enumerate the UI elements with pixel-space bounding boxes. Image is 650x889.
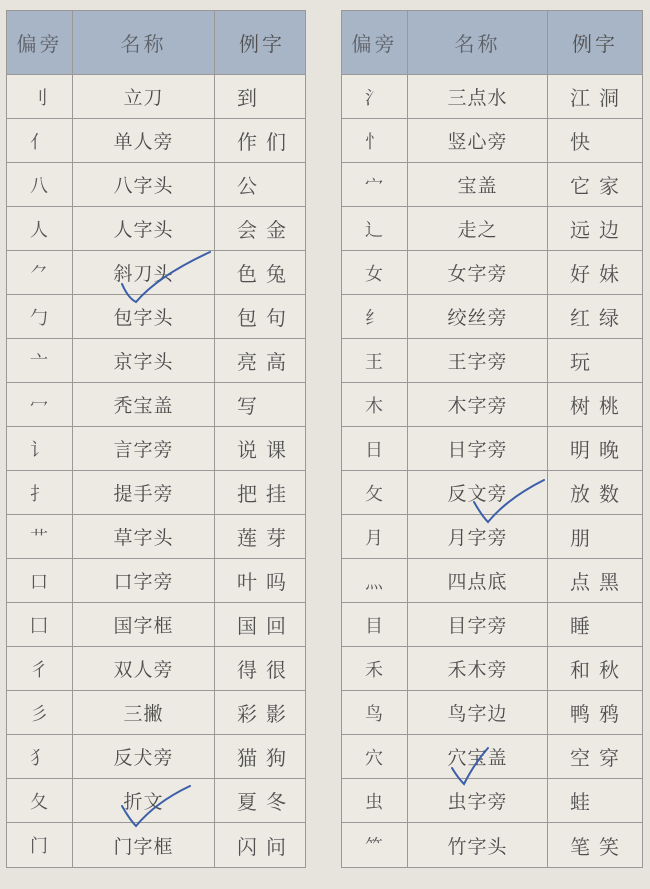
table-row — [342, 647, 642, 691]
name-cell: 木字旁 — [408, 383, 548, 426]
name-cell: 京字头 — [73, 339, 215, 382]
table-row — [7, 75, 305, 119]
name-cell: 虫字旁 — [408, 779, 548, 822]
radical-cell: 忄 — [342, 119, 408, 162]
table-row — [342, 295, 642, 339]
examples-cell: 夏冬 — [237, 790, 295, 814]
name-cell: 提手旁 — [73, 471, 215, 514]
radical-cell: 勹 — [7, 295, 73, 338]
examples-cell: 作们 — [237, 130, 295, 154]
radical-cell: 月 — [342, 515, 408, 558]
examples-cell: 玩 — [570, 350, 599, 374]
table-row — [342, 735, 642, 779]
examples-cell: 公 — [237, 174, 266, 198]
name-cell: 目字旁 — [408, 603, 548, 646]
table-row — [7, 207, 305, 251]
examples-cell: 笔笑 — [570, 834, 628, 859]
name-cell: 门字框 — [73, 823, 215, 867]
table-row — [7, 559, 305, 603]
examples-cell: 放数 — [570, 482, 628, 506]
radical-cell: 目 — [342, 603, 408, 646]
examples-cell: 国回 — [237, 614, 295, 638]
header-name: 名称 — [73, 11, 215, 74]
radical-cell: 冖 — [7, 383, 73, 426]
examples-cell: 包句 — [237, 306, 295, 330]
header-examples: 例字 — [572, 32, 618, 56]
examples-cell: 说课 — [237, 438, 295, 462]
radical-cell: 亠 — [7, 339, 73, 382]
examples-cell: 和秋 — [570, 658, 628, 682]
radical-cell: 宀 — [342, 163, 408, 206]
table-row — [7, 691, 305, 735]
examples-cell: 叶吗 — [237, 570, 295, 594]
radical-table-left — [6, 10, 306, 868]
name-cell: 双人旁 — [73, 647, 215, 690]
header-examples: 例字 — [239, 32, 285, 56]
table-row — [342, 163, 642, 207]
radical-cell: 木 — [342, 383, 408, 426]
examples-cell: 明晚 — [570, 438, 628, 462]
table-row — [7, 603, 305, 647]
examples-cell: 会金 — [237, 218, 295, 242]
examples-cell: 鸭鸦 — [570, 702, 628, 726]
radical-cell: 女 — [342, 251, 408, 294]
radical-cell: 夂 — [7, 779, 73, 822]
name-cell: 穴宝盖 — [408, 735, 548, 778]
table-row — [7, 735, 305, 779]
examples-cell: 点黑 — [570, 570, 628, 594]
examples-cell: 红绿 — [570, 306, 628, 330]
name-cell: 竖心旁 — [408, 119, 548, 162]
radical-cell: 人 — [7, 207, 73, 250]
name-cell: 立刀 — [73, 75, 215, 118]
radical-cell: 攵 — [342, 471, 408, 514]
examples-cell: 闪问 — [237, 834, 295, 859]
examples-cell: 色兔 — [237, 262, 295, 286]
name-cell: 三撇 — [73, 691, 215, 734]
examples-cell: 树桃 — [570, 394, 628, 418]
table-row — [342, 383, 642, 427]
radical-cell: 虫 — [342, 779, 408, 822]
name-cell: 秃宝盖 — [73, 383, 215, 426]
table-row — [342, 339, 642, 383]
radical-cell: 氵 — [342, 75, 408, 118]
radical-cell: 艹 — [7, 515, 73, 558]
table-row — [7, 339, 305, 383]
examples-cell: 好妹 — [570, 262, 628, 286]
table-header — [7, 11, 305, 75]
examples-cell: 江洞 — [570, 86, 628, 110]
table-row — [7, 163, 305, 207]
radical-cell: 刂 — [7, 75, 73, 118]
radical-cell: 王 — [342, 339, 408, 382]
name-cell: 言字旁 — [73, 427, 215, 470]
table-row — [342, 779, 642, 823]
radical-cell: 穴 — [342, 735, 408, 778]
name-cell: 折文 — [73, 779, 215, 822]
table-row — [7, 427, 305, 471]
name-cell: 八字头 — [73, 163, 215, 206]
table-row — [7, 779, 305, 823]
table-row — [7, 119, 305, 163]
name-cell: 反文旁 — [408, 471, 548, 514]
radical-cell: 门 — [7, 823, 73, 867]
examples-cell: 亮高 — [237, 350, 295, 374]
examples-cell: 蛙 — [570, 790, 599, 814]
radical-cell: 彳 — [7, 647, 73, 690]
radical-cell: 囗 — [7, 603, 73, 646]
radical-cell: 亻 — [7, 119, 73, 162]
radical-table-right — [341, 10, 643, 868]
examples-cell: 朋 — [570, 526, 599, 550]
table-row — [7, 647, 305, 691]
name-cell: 鸟字边 — [408, 691, 548, 734]
name-cell: 口字旁 — [73, 559, 215, 602]
radical-cell: 鸟 — [342, 691, 408, 734]
radical-cell: 日 — [342, 427, 408, 470]
name-cell: 竹字头 — [408, 823, 548, 867]
header-name: 名称 — [408, 11, 548, 74]
table-row — [7, 295, 305, 339]
examples-cell: 得很 — [237, 658, 295, 682]
table-row — [7, 823, 305, 867]
radical-cell: ⺈ — [7, 251, 73, 294]
radical-cell: 讠 — [7, 427, 73, 470]
examples-cell: 它家 — [570, 174, 628, 198]
table-row — [342, 559, 642, 603]
radical-cell: 犭 — [7, 735, 73, 778]
name-cell: 月字旁 — [408, 515, 548, 558]
examples-cell: 睡 — [570, 614, 599, 638]
table-row — [7, 471, 305, 515]
table-header — [342, 11, 642, 75]
table-row — [7, 515, 305, 559]
table-row — [342, 75, 642, 119]
header-radical: 偏旁 — [342, 11, 408, 74]
name-cell: 人字头 — [73, 207, 215, 250]
radical-cell: ⺮ — [342, 823, 408, 867]
name-cell: 日字旁 — [408, 427, 548, 470]
radical-cell: 辶 — [342, 207, 408, 250]
table-row — [7, 383, 305, 427]
radical-cell: 禾 — [342, 647, 408, 690]
name-cell: 反犬旁 — [73, 735, 215, 778]
radical-cell: 口 — [7, 559, 73, 602]
radical-cell: 八 — [7, 163, 73, 206]
table-row — [342, 603, 642, 647]
examples-cell: 彩影 — [237, 702, 295, 726]
table-row — [7, 251, 305, 295]
header-radical: 偏旁 — [7, 11, 73, 74]
name-cell: 禾木旁 — [408, 647, 548, 690]
name-cell: 国字框 — [73, 603, 215, 646]
examples-cell: 到 — [237, 86, 266, 110]
table-row — [342, 251, 642, 295]
radical-cell: 扌 — [7, 471, 73, 514]
name-cell: 草字头 — [73, 515, 215, 558]
radical-cell: 纟 — [342, 295, 408, 338]
name-cell: 单人旁 — [73, 119, 215, 162]
table-row — [342, 427, 642, 471]
radical-cell: 灬 — [342, 559, 408, 602]
name-cell: 王字旁 — [408, 339, 548, 382]
examples-cell: 快 — [570, 130, 599, 154]
name-cell: 宝盖 — [408, 163, 548, 206]
examples-cell: 把挂 — [237, 482, 295, 506]
radical-cell: 彡 — [7, 691, 73, 734]
name-cell: 走之 — [408, 207, 548, 250]
table-row — [342, 691, 642, 735]
name-cell: 绞丝旁 — [408, 295, 548, 338]
name-cell: 包字头 — [73, 295, 215, 338]
table-row — [342, 119, 642, 163]
table-row — [342, 471, 642, 515]
examples-cell: 空穿 — [570, 746, 628, 770]
examples-cell: 远边 — [570, 218, 628, 242]
name-cell: 三点水 — [408, 75, 548, 118]
name-cell: 四点底 — [408, 559, 548, 602]
table-row — [342, 823, 642, 867]
name-cell: 斜刀头 — [73, 251, 215, 294]
examples-cell: 猫狗 — [237, 746, 295, 770]
examples-cell: 写 — [237, 394, 266, 418]
table-row — [342, 207, 642, 251]
table-row — [342, 515, 642, 559]
examples-cell: 莲芽 — [237, 526, 295, 550]
name-cell: 女字旁 — [408, 251, 548, 294]
